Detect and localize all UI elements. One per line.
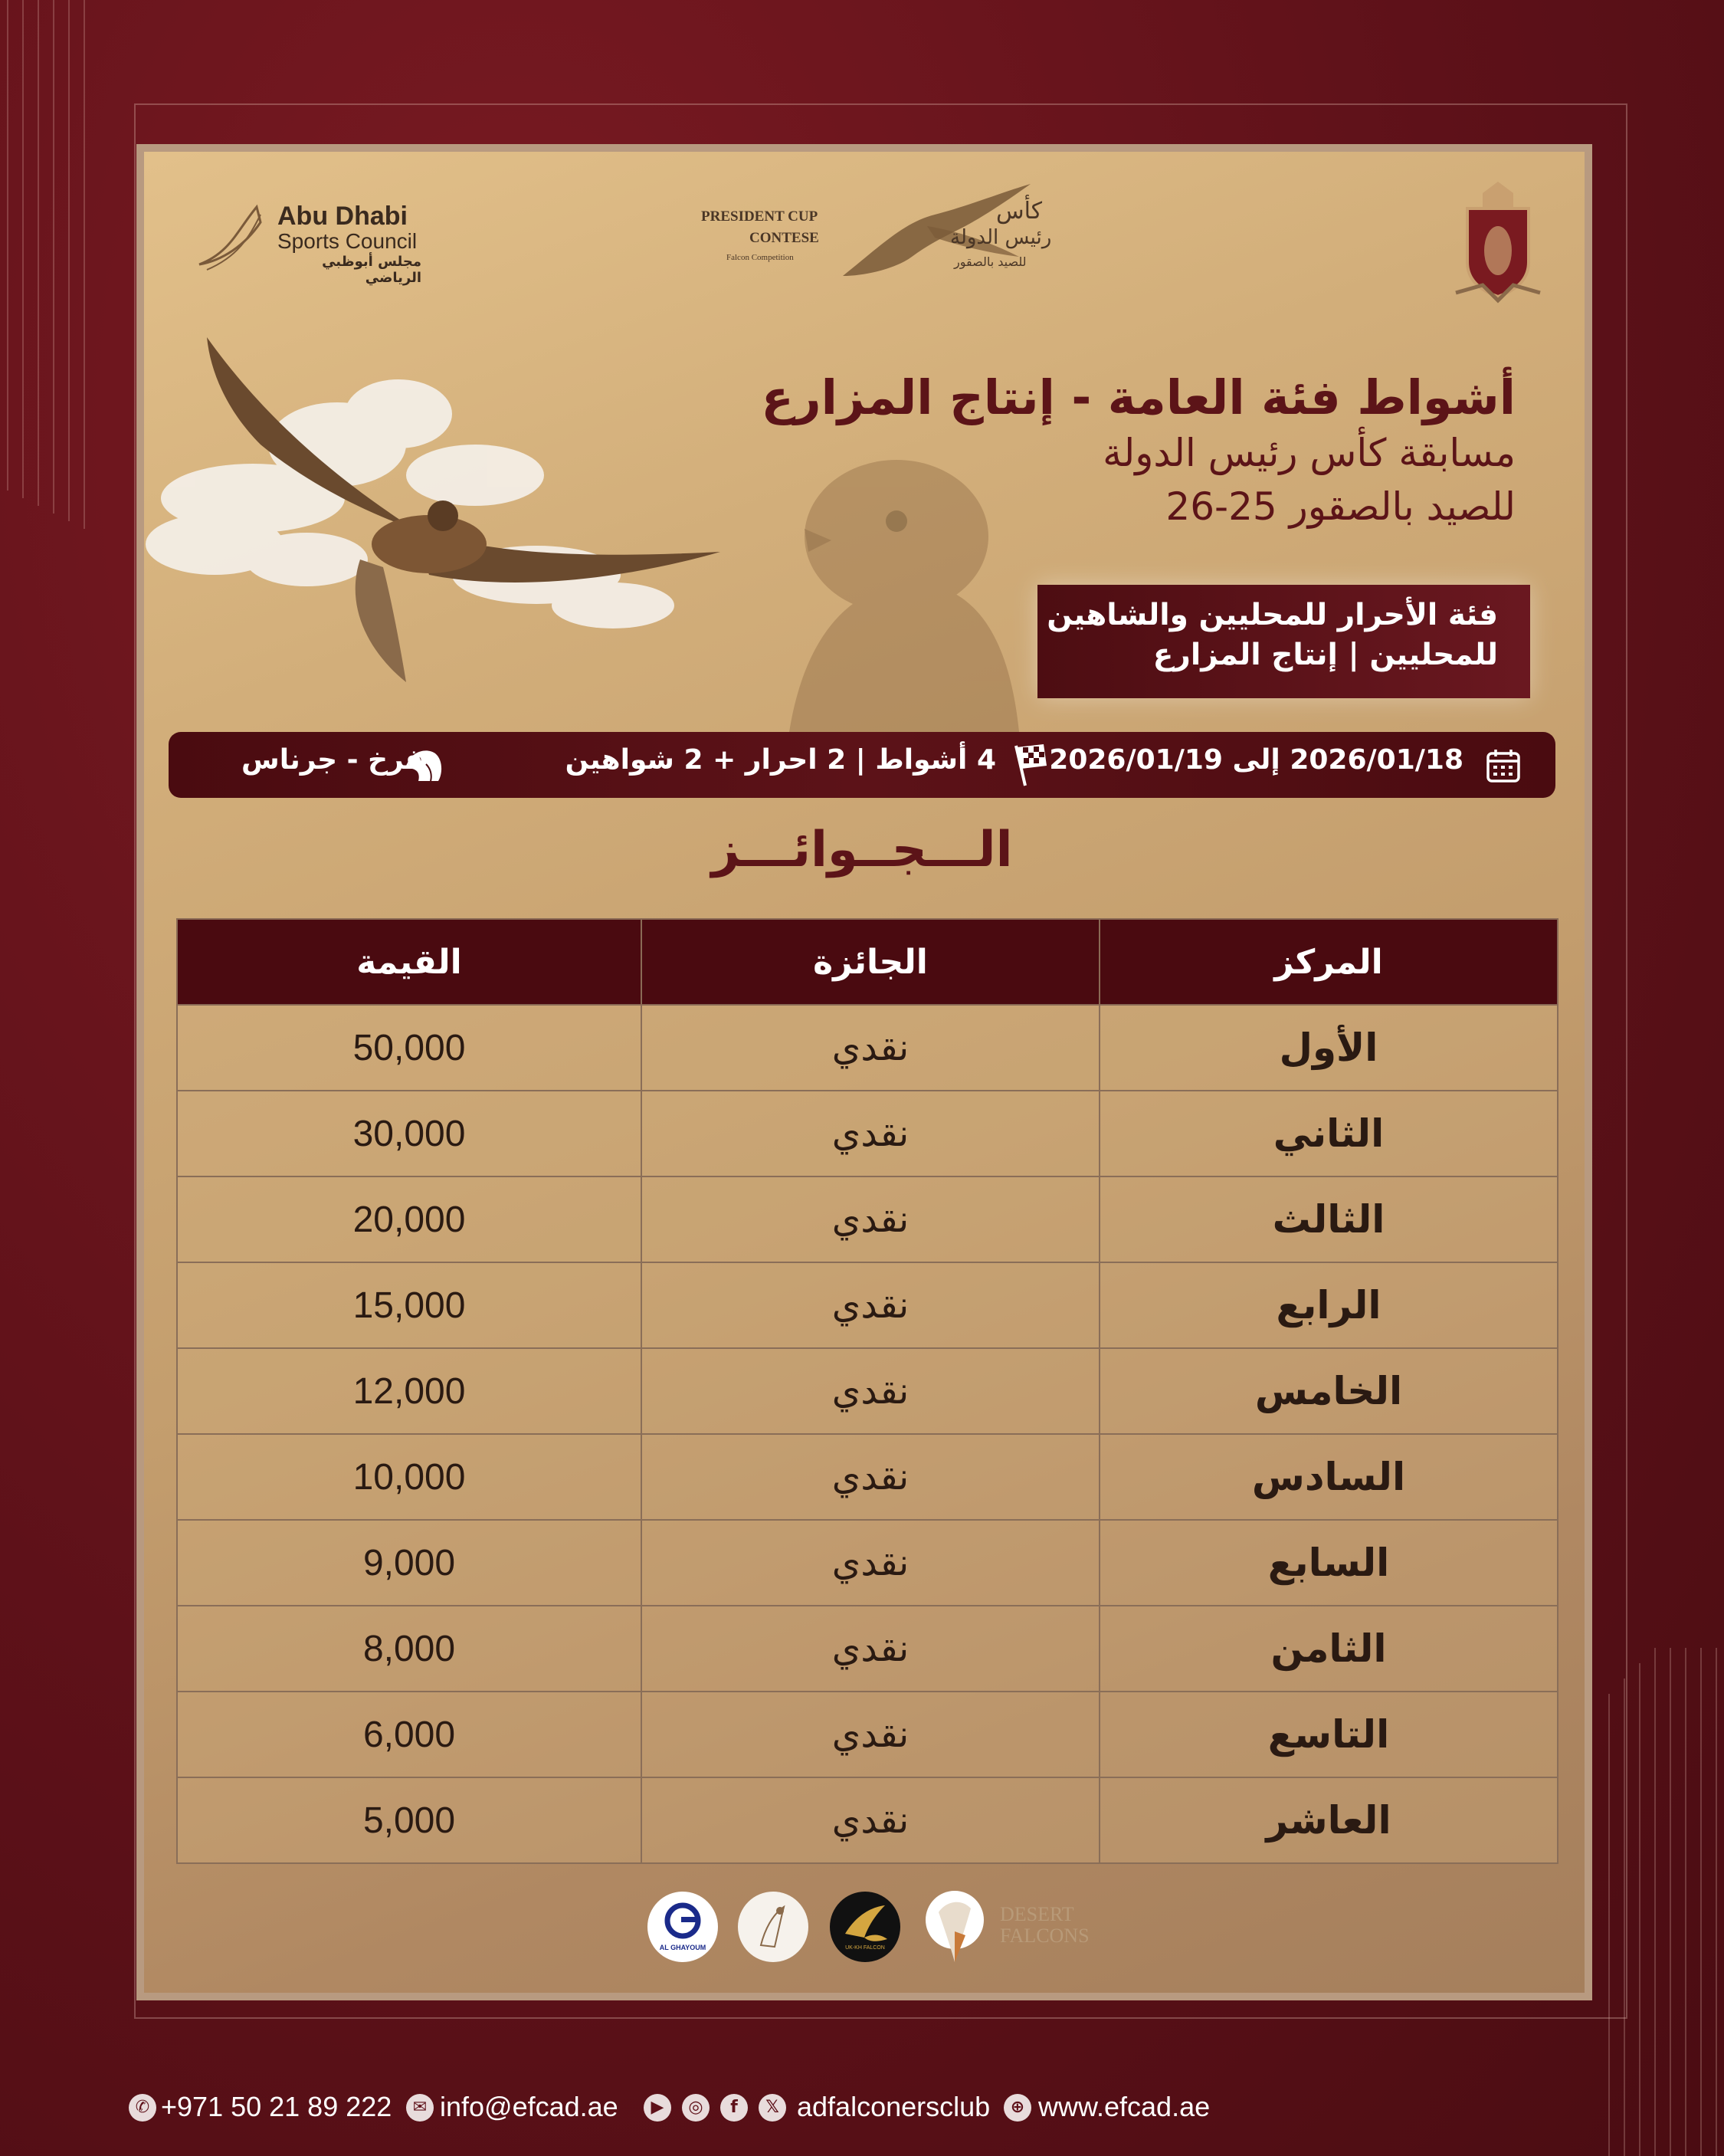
table-row: [177, 1434, 1558, 1520]
page-subtitle-line2: للصيد بالصقور 25-26: [1165, 484, 1516, 529]
facebook-icon[interactable]: f: [720, 2094, 748, 2122]
falcon-portrait-illustration: [636, 452, 1034, 732]
value-cell: 30,000: [177, 1091, 641, 1176]
adsc-name-line2: Sports Council: [277, 229, 418, 253]
column-header-prize: الجائزة: [641, 919, 1100, 1005]
value-cell: 5,000: [177, 1777, 641, 1863]
instagram-icon[interactable]: ◎: [682, 2094, 710, 2122]
position-cell: الثامن: [1100, 1606, 1558, 1692]
value-cell: 8,000: [177, 1606, 641, 1692]
footer: [0, 2086, 1724, 2129]
position-cell: الأول: [1100, 1005, 1558, 1091]
value-cell: 10,000: [177, 1434, 641, 1520]
table-row: [177, 1005, 1558, 1091]
table-row: [177, 1777, 1558, 1863]
adsc-logo: [184, 195, 421, 286]
footer-phone[interactable]: +971 50 21 89 222: [161, 2091, 392, 2122]
pc-ar-line2: رئيس الدولة: [950, 226, 1052, 249]
checkered-flag-icon: [1010, 743, 1048, 787]
pc-ar-line1: كأس: [996, 198, 1043, 225]
pc-en-line1: PRESIDENT CUP: [701, 208, 818, 225]
prize-cell: نقدي: [641, 1520, 1100, 1606]
page-subtitle-line1: مسابقة كأس رئيس الدولة: [1103, 431, 1516, 475]
table-row: [177, 1091, 1558, 1176]
prize-cell: نقدي: [641, 1091, 1100, 1176]
pc-en-line3: Falcon Competition: [726, 253, 794, 262]
category-line2: للمحليين | إنتاج المزارع: [1152, 638, 1498, 672]
position-cell: العاشر: [1100, 1777, 1558, 1863]
prize-cell: نقدي: [641, 1692, 1100, 1777]
value-cell: 15,000: [177, 1262, 641, 1348]
prize-cell: نقدي: [641, 1262, 1100, 1348]
table-row: [177, 1606, 1558, 1692]
youtube-icon[interactable]: ▶: [644, 2094, 671, 2122]
category-line1: فئة الأحرار للمحليين والشاهين: [1047, 598, 1498, 632]
sponsor-uk-kh-falcon-logo: [830, 1892, 900, 1962]
position-cell: الخامس: [1100, 1348, 1558, 1434]
golden-falcon-icon: [830, 1892, 900, 1962]
position-cell: الثاني: [1100, 1091, 1558, 1176]
pc-en-line2: CONTESE: [749, 230, 819, 246]
footer-website[interactable]: www.efcad.ae: [1038, 2091, 1211, 2122]
prizes-table: [176, 918, 1558, 1864]
page-title: أشواط فئة العامة - إنتاج المزارع: [761, 369, 1516, 425]
table-row: [177, 1262, 1558, 1348]
position-cell: الثالث: [1100, 1176, 1558, 1262]
age-category: فرخ - جرناس: [241, 744, 423, 776]
value-cell: 50,000: [177, 1005, 641, 1091]
column-header-value: القيمة: [177, 919, 641, 1005]
falconers-club-emblem-icon: [1452, 178, 1544, 304]
pc-ar-line3: للصيد بالصقور: [954, 254, 1027, 269]
table-row: [177, 1176, 1558, 1262]
decorative-lines-left: [0, 0, 138, 537]
prize-cell: نقدي: [641, 1176, 1100, 1262]
al-ghayoum-label: AL GHAYOUM: [659, 1944, 706, 1951]
value-cell: 9,000: [177, 1520, 641, 1606]
uk-kh-label: UK-KH FALCON: [845, 1945, 885, 1951]
footer-email[interactable]: info@efcad.ae: [440, 2091, 618, 2122]
table-header-row: [177, 919, 1558, 1005]
category-box: [1037, 585, 1530, 698]
x-twitter-icon[interactable]: 𝕏: [759, 2094, 786, 2122]
table-row: [177, 1520, 1558, 1606]
prize-cell: نقدي: [641, 1005, 1100, 1091]
value-cell: 6,000: [177, 1692, 641, 1777]
whatsapp-icon[interactable]: ✆: [129, 2094, 156, 2122]
prize-cell: نقدي: [641, 1434, 1100, 1520]
prizes-heading: الـــجــوائـــز: [711, 822, 1013, 878]
rounds-info: 4 أشواط | 2 احرار + 2 شواهين: [565, 744, 996, 776]
table-row: [177, 1692, 1558, 1777]
position-cell: التاسع: [1100, 1692, 1558, 1777]
adsc-name-line1: Abu Dhabi: [277, 202, 408, 231]
footer-social-handle[interactable]: adfalconersclub: [797, 2091, 991, 2122]
falcon-sketch-icon: [738, 1892, 808, 1962]
position-cell: السابع: [1100, 1520, 1558, 1606]
table-row: [177, 1348, 1558, 1434]
desert-falcon-shield-icon: [923, 1889, 986, 1966]
desert-falcons-line1: DESERT: [1000, 1903, 1074, 1925]
event-dates: 2026/01/18 إلى 2026/01/19: [1049, 744, 1463, 776]
prize-cell: نقدي: [641, 1777, 1100, 1863]
desert-falcons-line2: FALCONS: [1000, 1925, 1090, 1947]
al-ghayoum-emblem-icon: [647, 1892, 718, 1962]
email-icon[interactable]: ✉: [406, 2094, 434, 2122]
prize-cell: نقدي: [641, 1606, 1100, 1692]
value-cell: 12,000: [177, 1348, 641, 1434]
sponsor-falcon-logo: [738, 1892, 808, 1962]
value-cell: 20,000: [177, 1176, 641, 1262]
adsc-emblem-icon: [184, 199, 276, 276]
sponsor-al-ghayoum-logo: [647, 1892, 718, 1962]
president-cup-logo: [690, 184, 1088, 284]
adsc-name-arabic: مجلس أبوظبي الرياضي: [322, 254, 421, 286]
globe-icon[interactable]: ⊕: [1004, 2094, 1031, 2122]
info-bar: [169, 732, 1555, 798]
position-cell: السادس: [1100, 1434, 1558, 1520]
position-cell: الرابع: [1100, 1262, 1558, 1348]
sponsor-desert-falcons-logo: [923, 1889, 1107, 1966]
calendar-icon: [1485, 747, 1522, 784]
column-header-position: المركز: [1100, 919, 1558, 1005]
prize-cell: نقدي: [641, 1348, 1100, 1434]
